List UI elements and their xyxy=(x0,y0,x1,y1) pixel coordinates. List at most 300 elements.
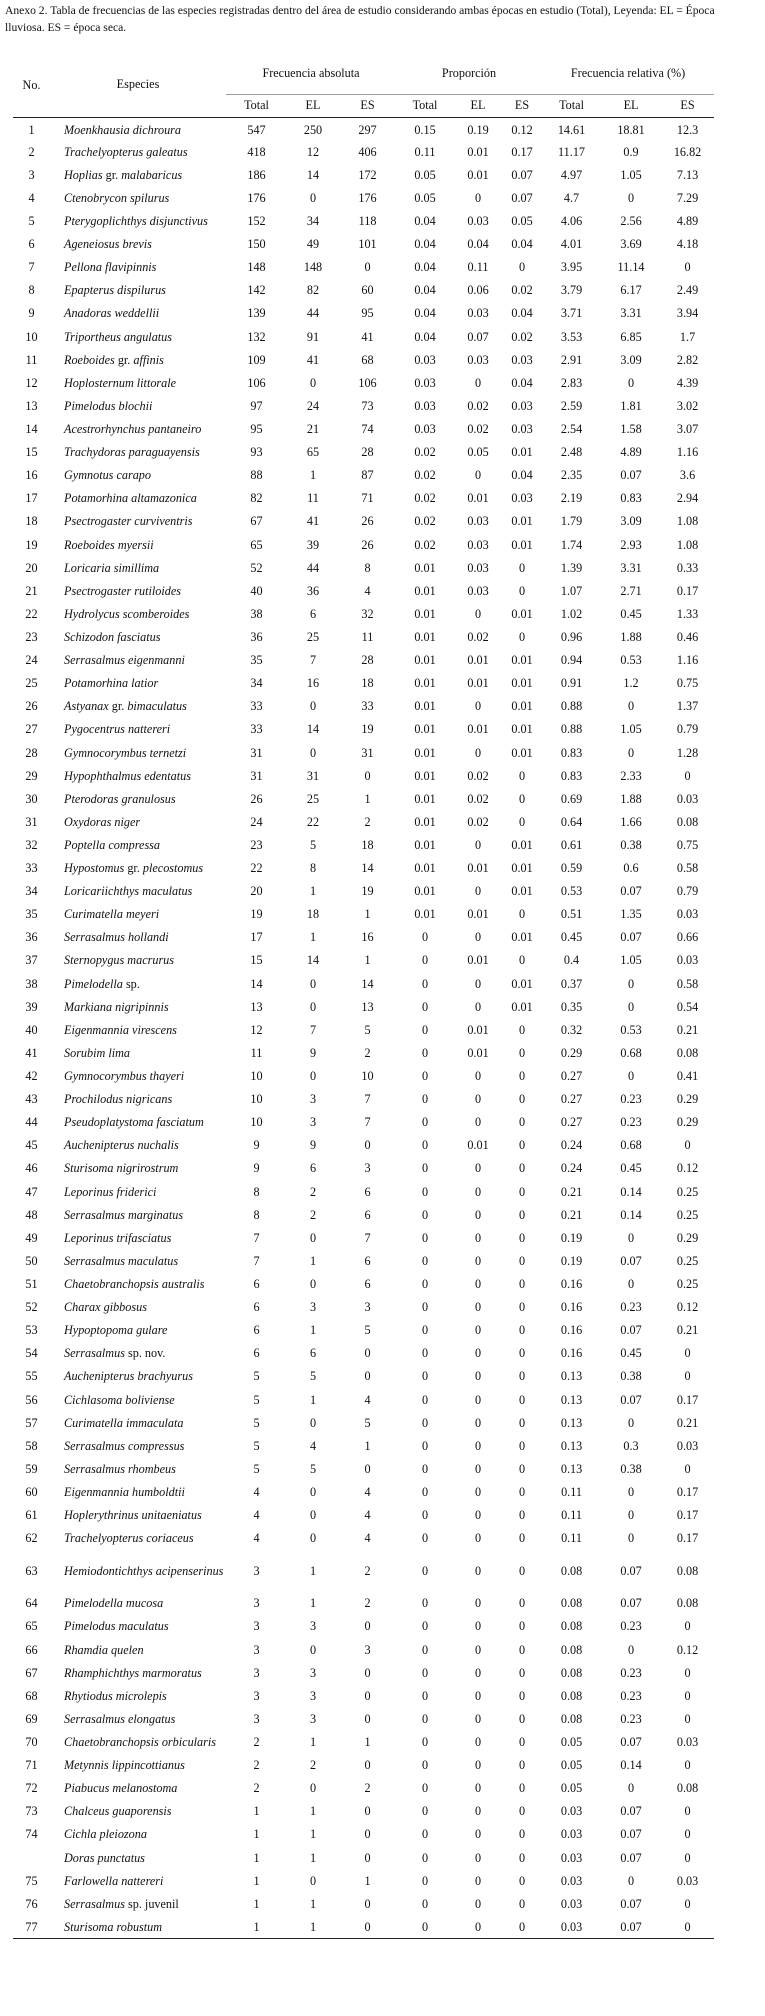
cell-rel-es: 0 xyxy=(684,1665,691,1680)
cell-abs-es: 4 xyxy=(364,1485,371,1499)
table-row xyxy=(13,810,714,833)
cell-abs-total: 5 xyxy=(253,1392,260,1407)
cell-rel-es: 1.33 xyxy=(676,606,699,621)
cell-abs-total: 5 xyxy=(253,1369,260,1384)
cell-abs-es: 0 xyxy=(339,1915,396,1938)
row-number: 67 xyxy=(25,1665,38,1680)
cell-rel-total: 3.53 xyxy=(560,329,583,344)
species-name xyxy=(50,1915,226,1938)
row-number: 68 xyxy=(25,1688,38,1703)
table-row xyxy=(13,1846,714,1869)
cell-abs-es: 18 xyxy=(361,676,374,691)
species-name xyxy=(50,1684,226,1707)
cell-rel-total: 0.16 xyxy=(560,1323,583,1338)
cell-prop-el: 0.01 xyxy=(467,1022,489,1037)
table-row xyxy=(13,1892,714,1915)
cell-abs-total: 8 xyxy=(253,1184,260,1199)
cell-abs-total: 6 xyxy=(253,1346,260,1361)
cell-abs-el: 41 xyxy=(306,514,320,529)
cell-abs-es: 10 xyxy=(361,1069,374,1084)
cell-rel-total: 0.03 xyxy=(560,1896,583,1911)
species-genus: Rhytiodus microlepis xyxy=(64,1688,167,1703)
cell-rel-es: 0.25 xyxy=(676,1184,699,1199)
cell-abs-total: 2 xyxy=(253,1734,260,1749)
cell-abs-es: 6 xyxy=(364,1253,371,1268)
cell-prop-total: 0.11 xyxy=(414,144,436,159)
cell-rel-total: 0.88 xyxy=(560,699,583,714)
cell-abs-el: 12 xyxy=(306,144,320,159)
species-name xyxy=(50,1365,226,1388)
cell-prop-el: 0 xyxy=(474,1253,482,1268)
cell-rel-es: 0 xyxy=(684,1619,691,1634)
species-genus: Rhamdia quelen xyxy=(64,1642,144,1657)
cell-prop-el: 0 xyxy=(474,1115,482,1130)
cell-abs-total: 7 xyxy=(253,1230,260,1245)
cell-abs-el: 44 xyxy=(306,306,320,321)
cell-abs-total: 1 xyxy=(253,1827,260,1842)
cell-prop-es: 0 xyxy=(518,1092,526,1107)
species-genus: Chaetobranchopsis orbicularis xyxy=(64,1734,217,1749)
cell-prop-es: 0 xyxy=(518,1161,526,1176)
cell-prop-total: 0 xyxy=(421,1531,429,1546)
cell-prop-es: 0.17 xyxy=(511,144,533,159)
cell-prop-el: 0 xyxy=(474,1665,482,1680)
species-genus: Serrasalmus hollandi xyxy=(64,930,169,945)
species-epithet: plecostomus xyxy=(142,861,204,876)
cell-rel-total: 0.64 xyxy=(560,814,583,829)
row-number: 48 xyxy=(25,1207,38,1222)
cell-abs-el: 22 xyxy=(306,814,320,829)
cell-prop-es: 0 xyxy=(518,1115,526,1130)
cell-prop-el: 0.01 xyxy=(467,167,489,182)
cell-prop-el: 0.01 xyxy=(467,953,489,968)
cell-prop-es: 0.04 xyxy=(511,237,533,252)
cell-abs-el: 82 xyxy=(306,283,320,298)
cell-abs-es: 1 xyxy=(364,953,371,968)
cell-prop-el: 0 xyxy=(474,1734,482,1749)
cell-rel-es: 1.08 xyxy=(676,514,699,529)
species-name xyxy=(50,1180,226,1203)
cell-rel-es: 0.66 xyxy=(676,930,699,945)
cell-prop-es: 0.01 xyxy=(511,884,533,899)
species-name xyxy=(50,233,226,256)
cell-prop-total: 0 xyxy=(421,1665,429,1680)
species-name xyxy=(50,1411,226,1434)
table-row xyxy=(13,1064,714,1087)
table-row xyxy=(13,1615,714,1638)
species-genus: Sternopygus macrurus xyxy=(64,953,175,968)
cell-prop-total: 0 xyxy=(421,1346,429,1361)
cell-abs-total: 10 xyxy=(250,1115,263,1130)
cell-prop-es: 0.01 xyxy=(511,861,533,876)
species-name xyxy=(50,1342,226,1365)
cell-abs-es: 28 xyxy=(361,653,374,668)
table-row xyxy=(13,602,714,625)
cell-abs-es: 0 xyxy=(364,1758,371,1773)
cell-prop-total: 0 xyxy=(421,1161,429,1176)
cell-abs-total: 33 xyxy=(250,722,263,737)
cell-rel-es: 16.82 xyxy=(673,144,702,159)
cell-prop-total: 0 xyxy=(421,1485,429,1499)
cell-rel-total: 0.53 xyxy=(560,884,583,899)
species-genus: Pseudoplatystoma fasciatum xyxy=(64,1115,204,1130)
cell-rel-es: 0.03 xyxy=(676,791,699,806)
cell-abs-es: 4 xyxy=(364,1531,371,1546)
cell-rel-total: 4.97 xyxy=(560,167,583,182)
cell-abs-es: 0 xyxy=(364,260,371,275)
species-name xyxy=(50,441,226,464)
cell-prop-es: 0.04 xyxy=(511,306,533,321)
table-row xyxy=(13,995,714,1018)
cell-rel-es: 0 xyxy=(684,1711,691,1726)
table-caption: Anexo 2. Tabla de frecuencias de las especies registradas dentro del área de estudio considerando ambas épocas en estudio (Total), Leyenda: EL = Época lluviosa. ES = época seca. xyxy=(5,4,715,34)
table-row xyxy=(13,1365,714,1388)
cell-prop-el: 0 xyxy=(474,1369,482,1384)
table-row xyxy=(13,1111,714,1134)
cell-abs-total: 31 xyxy=(250,745,263,760)
cell-abs-total: 11 xyxy=(250,1045,263,1060)
cell-abs-el: 36 xyxy=(306,583,320,598)
row-number: 44 xyxy=(25,1115,38,1130)
cell-prop-el: 0 xyxy=(474,1323,482,1338)
cell-abs-el: 1 xyxy=(309,1827,317,1842)
cell-rel-el: 0.38 xyxy=(620,837,642,852)
table-row xyxy=(13,1638,714,1661)
cell-rel-es: 4.18 xyxy=(676,237,699,252)
cell-prop-es: 0 xyxy=(518,1563,526,1578)
row-number: 66 xyxy=(25,1642,38,1657)
species-epithet: bimaculatus xyxy=(127,699,187,714)
species-epithet: malabaricus xyxy=(121,167,183,182)
cell-abs-el: 18 xyxy=(306,907,320,922)
cell-rel-es: 0.17 xyxy=(676,1485,699,1499)
cell-abs-total: 52 xyxy=(250,560,263,575)
cell-rel-total: 0.13 xyxy=(560,1461,583,1476)
cell-rel-es: 3.07 xyxy=(676,421,699,436)
cell-abs-el: 0 xyxy=(309,1781,317,1796)
cell-abs-el: 0 xyxy=(309,1230,317,1245)
cell-abs-el: 1 xyxy=(309,1323,317,1338)
cell-rel-es: 0 xyxy=(684,1804,691,1819)
table-row xyxy=(13,1823,714,1846)
cell-rel-total: 4.01 xyxy=(560,237,583,252)
cell-prop-es: 0 xyxy=(518,1415,526,1430)
cell-prop-el: 0.03 xyxy=(467,213,489,228)
species-genus: Potamorhina latior xyxy=(64,676,159,691)
table-row xyxy=(13,1707,714,1730)
species-genus: Serrasalmus elongatus xyxy=(64,1711,176,1726)
cell-abs-es: 118 xyxy=(358,213,377,228)
cell-rel-total: 2.48 xyxy=(560,445,583,460)
cell-rel-el: 0.23 xyxy=(620,1092,642,1107)
cell-rel-el: 0 xyxy=(627,699,635,714)
row-number: 64 xyxy=(25,1596,38,1611)
cell-abs-el: 5 xyxy=(309,1369,317,1384)
cell-abs-total: 3 xyxy=(253,1711,260,1726)
cell-abs-total: 15 xyxy=(250,953,263,968)
cell-abs-es: 1 xyxy=(364,791,371,806)
species-name xyxy=(50,579,226,602)
cell-rel-el: 1.05 xyxy=(620,167,642,182)
species-genus: Oxydoras niger xyxy=(64,814,141,829)
header-prop-el: EL xyxy=(454,94,502,117)
cell-prop-es: 0 xyxy=(518,1184,526,1199)
species-genus: Hypoptopoma gulare xyxy=(64,1323,168,1338)
cell-rel-es: 0 xyxy=(684,1346,691,1361)
cell-abs-es: 297 xyxy=(358,123,377,138)
cell-prop-total: 0 xyxy=(421,930,429,945)
cell-prop-el: 0 xyxy=(474,1781,482,1796)
cell-rel-es: 0.08 xyxy=(676,1045,699,1060)
species-genus: Serrasalmus compressus xyxy=(64,1438,185,1453)
cell-abs-total: 547 xyxy=(247,123,266,138)
cell-prop-el: 0 xyxy=(474,190,482,205)
species-genus: Pterodoras granulosus xyxy=(64,791,176,806)
cell-rel-el: 1.88 xyxy=(620,629,642,644)
row-number: 6 xyxy=(28,237,35,252)
species-genus: Roeboides xyxy=(64,352,115,367)
cell-prop-el: 0 xyxy=(474,1596,482,1611)
species-epithet: affinis xyxy=(133,352,164,367)
cell-rel-total: 0.83 xyxy=(560,745,583,760)
species-name xyxy=(50,1638,226,1661)
table-row xyxy=(13,1203,714,1226)
cell-abs-total: 1 xyxy=(253,1804,260,1819)
cell-prop-es: 0 xyxy=(518,560,526,575)
species-genus: Psectrogaster rutiloides xyxy=(64,583,182,598)
cell-prop-el: 0 xyxy=(474,1688,482,1703)
table-row xyxy=(13,1249,714,1272)
header-rel-el: EL xyxy=(601,94,661,117)
cell-abs-el: 1 xyxy=(309,1850,317,1865)
table-row xyxy=(13,348,714,371)
cell-rel-total: 2.35 xyxy=(560,468,583,483)
cell-prop-el: 0 xyxy=(474,930,482,945)
cell-prop-total: 0 xyxy=(421,1115,429,1130)
cell-rel-es: 3.94 xyxy=(676,306,699,321)
cell-prop-total: 0.01 xyxy=(414,814,436,829)
cell-abs-total: 8 xyxy=(253,1207,260,1222)
row-number: 17 xyxy=(25,491,38,506)
cell-prop-es: 0.04 xyxy=(511,375,533,390)
species-genus: Farlowella nattereri xyxy=(64,1873,164,1888)
cell-abs-es: 0 xyxy=(364,1711,371,1726)
cell-rel-es: 1.16 xyxy=(676,653,699,668)
table-row xyxy=(13,117,714,140)
cell-prop-total: 0.04 xyxy=(414,283,436,298)
cell-prop-total: 0.01 xyxy=(414,768,436,783)
cell-abs-total: 9 xyxy=(253,1161,260,1176)
cell-abs-es: 101 xyxy=(358,237,377,252)
cell-prop-total: 0 xyxy=(421,953,429,968)
cell-rel-es: 4.39 xyxy=(676,375,699,390)
species-name xyxy=(50,1754,226,1777)
cell-rel-el: 1.88 xyxy=(620,791,642,806)
table-row xyxy=(13,1661,714,1684)
species-name xyxy=(50,1823,226,1846)
species-genus: Rhamphichthys marmoratus xyxy=(64,1665,202,1680)
cell-prop-el: 0.02 xyxy=(467,814,489,829)
cell-abs-es: 5 xyxy=(364,1022,371,1037)
cell-abs-el: 14 xyxy=(306,167,320,182)
species-name xyxy=(50,279,226,302)
species-genus: Pimelodella xyxy=(64,976,123,991)
table-row xyxy=(13,833,714,856)
cell-prop-es: 0 xyxy=(518,1230,526,1245)
row-number: 42 xyxy=(25,1069,38,1084)
table-row xyxy=(13,718,714,741)
species-genus: Auchenipterus nuchalis xyxy=(64,1138,179,1153)
cell-prop-total: 0.04 xyxy=(414,329,436,344)
table-row xyxy=(13,1226,714,1249)
cell-rel-el: 0 xyxy=(627,375,635,390)
cell-prop-es: 0.01 xyxy=(511,837,533,852)
row-number: 34 xyxy=(25,884,38,899)
species-name xyxy=(50,1504,226,1527)
species-name xyxy=(50,209,226,232)
table-row xyxy=(13,325,714,348)
species-genus: Prochilodus nigricans xyxy=(64,1092,173,1107)
cell-abs-el: 41 xyxy=(306,352,320,367)
cell-abs-total: 12 xyxy=(250,1022,263,1037)
species-name xyxy=(50,741,226,764)
cell-abs-es: 7 xyxy=(364,1115,371,1130)
cell-prop-es: 0.03 xyxy=(511,491,533,506)
species-genus: Potamorhina altamazonica xyxy=(64,491,197,506)
cell-abs-el: 9 xyxy=(309,1045,317,1060)
species-genus: Hemiodontichthys acipenserinus xyxy=(64,1563,224,1578)
species-name xyxy=(50,1480,226,1503)
cell-prop-el: 0.01 xyxy=(467,653,489,668)
cell-prop-es: 0.05 xyxy=(511,213,533,228)
species-name xyxy=(50,625,226,648)
cell-prop-total: 0.02 xyxy=(414,537,436,552)
table-row xyxy=(13,1504,714,1527)
cell-prop-el: 0 xyxy=(474,1392,482,1407)
row-number: 39 xyxy=(25,999,38,1014)
cell-prop-es: 0 xyxy=(518,1392,526,1407)
cell-rel-es: 0 xyxy=(684,1827,691,1842)
cell-prop-es: 0.03 xyxy=(511,421,533,436)
table-row xyxy=(13,1754,714,1777)
table-row xyxy=(13,972,714,995)
cell-prop-es: 0.07 xyxy=(511,190,533,205)
cell-prop-es: 0 xyxy=(518,1873,526,1888)
cell-abs-es: 0 xyxy=(364,1346,371,1361)
cell-prop-el: 0.01 xyxy=(467,676,489,691)
cell-prop-total: 0.04 xyxy=(414,237,436,252)
cell-rel-es: 0.75 xyxy=(676,676,699,691)
cell-abs-total: 35 xyxy=(250,653,263,668)
cell-prop-el: 0.01 xyxy=(467,861,489,876)
cell-abs-es: 1 xyxy=(364,1438,371,1453)
cell-abs-total: 148 xyxy=(247,260,266,275)
cell-rel-es: 12.3 xyxy=(676,123,699,138)
cell-rel-el: 0.23 xyxy=(620,1665,642,1680)
cell-abs-es: 14 xyxy=(361,861,374,876)
cell-abs-es: 8 xyxy=(364,560,371,575)
cell-abs-es: 5 xyxy=(364,1415,371,1430)
header-group-absolute: Frecuencia absoluta xyxy=(226,54,396,94)
row-number: 4 xyxy=(28,190,35,205)
cell-rel-el: 3.09 xyxy=(620,352,642,367)
species-genus: Eigenmannia virescens xyxy=(64,1022,177,1037)
cell-rel-es: 0.41 xyxy=(676,1069,699,1084)
cell-rel-total: 1.07 xyxy=(560,583,583,598)
species-name xyxy=(50,1296,226,1319)
header-rel-total: Total xyxy=(542,94,601,117)
row-number: 11 xyxy=(25,352,38,367)
row-number: 45 xyxy=(25,1138,38,1153)
header-species-spacer xyxy=(50,94,226,117)
cell-rel-el: 0.45 xyxy=(620,1346,642,1361)
species-name xyxy=(50,833,226,856)
species-genus: Epapterus dispilurus xyxy=(64,283,166,298)
cell-prop-el: 0.01 xyxy=(467,1045,489,1060)
table-row xyxy=(13,1592,714,1615)
cell-prop-el: 0 xyxy=(474,468,482,483)
cell-abs-es: 16 xyxy=(361,930,374,945)
cell-prop-total: 0.01 xyxy=(414,676,436,691)
species-name xyxy=(50,1088,226,1111)
cell-rel-el: 0.9 xyxy=(623,144,639,159)
cell-abs-total: 40 xyxy=(250,583,263,598)
row-number: 40 xyxy=(25,1022,38,1037)
cell-rel-es: 0.08 xyxy=(676,1781,699,1796)
row-number: 21 xyxy=(25,583,38,598)
species-genus: Leporinus trifasciatus xyxy=(64,1230,172,1245)
cell-prop-es: 0 xyxy=(518,953,526,968)
row-number: 32 xyxy=(25,837,38,852)
cell-rel-total: 2.59 xyxy=(560,398,583,413)
header-abs-total: Total xyxy=(226,94,287,117)
cell-rel-es: 3.02 xyxy=(676,398,699,413)
cell-rel-total: 3.79 xyxy=(560,283,583,298)
cell-abs-el: 1 xyxy=(309,1392,317,1407)
table-row xyxy=(13,926,714,949)
cell-prop-total: 0 xyxy=(421,1415,429,1430)
cell-prop-es: 0.02 xyxy=(511,283,533,298)
row-number: 1 xyxy=(28,123,35,138)
cell-prop-total: 0 xyxy=(421,1069,429,1084)
cell-abs-es: 2 xyxy=(364,814,371,829)
species-genus: Chaetobranchopsis australis xyxy=(64,1277,205,1292)
cell-abs-total: 4 xyxy=(253,1508,260,1523)
species-genus: Pimelodella mucosa xyxy=(64,1596,164,1611)
cell-abs-el: 3 xyxy=(309,1711,317,1726)
cell-rel-es: 7.13 xyxy=(676,167,699,182)
cell-rel-es: 0.08 xyxy=(676,1596,699,1611)
cell-rel-es: 0.58 xyxy=(676,861,699,876)
species-genus: Moenkhausia dichroura xyxy=(64,123,182,138)
cell-abs-total: 20 xyxy=(250,884,263,899)
cell-prop-es: 0 xyxy=(518,1896,526,1911)
cell-prop-es: 0 xyxy=(518,1850,526,1865)
cell-rel-total: 0.08 xyxy=(560,1711,583,1726)
cell-rel-es: 1.7 xyxy=(679,329,696,344)
cell-prop-total: 0 xyxy=(421,1711,429,1726)
cell-prop-total: 0.01 xyxy=(414,791,436,806)
cell-abs-es: 11 xyxy=(361,629,374,644)
cell-rel-total: 1.79 xyxy=(560,514,583,529)
cell-rel-el: 0 xyxy=(627,745,635,760)
table-row xyxy=(13,1180,714,1203)
table-row xyxy=(13,556,714,579)
species-genus: Piabucus melanostoma xyxy=(64,1781,178,1796)
cell-rel-total: 0.27 xyxy=(560,1069,583,1084)
cell-prop-el: 0.02 xyxy=(467,768,489,783)
cell-abs-el: 2 xyxy=(309,1184,317,1199)
